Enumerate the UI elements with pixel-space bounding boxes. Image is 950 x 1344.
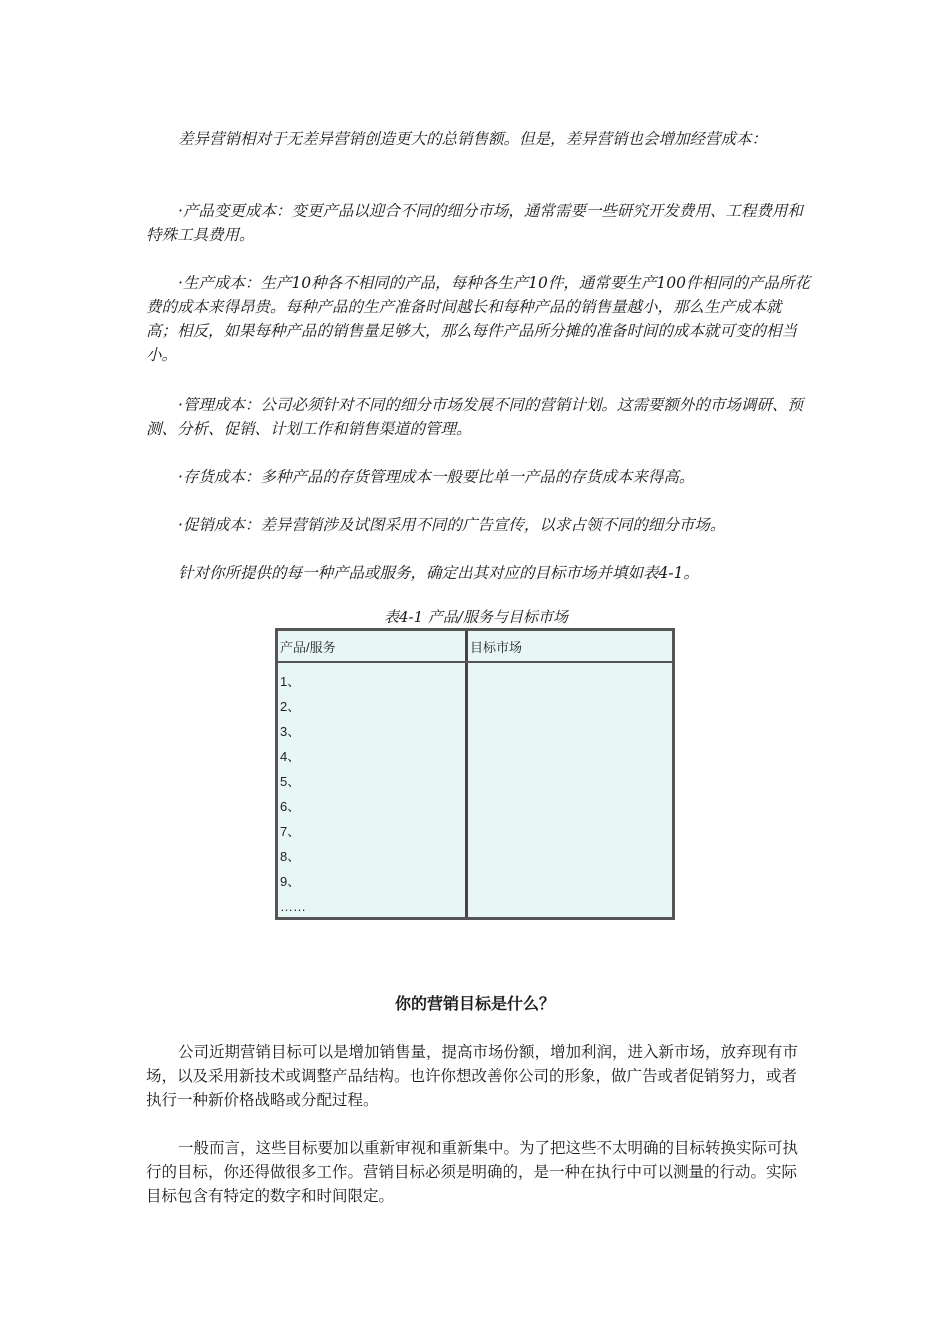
table-rows (280, 669, 306, 919)
instruction-paragraph: 针对你所提供的每一种产品或服务，确定出其对应的目标市场并填如表4-1。 (178, 564, 699, 582)
table-row: 1、 (280, 674, 301, 689)
table-header-divider (278, 661, 672, 663)
table-row: 9、 (280, 874, 301, 889)
table-row: …… (280, 899, 306, 914)
table-row: 5、 (280, 774, 301, 789)
promotion-cost-paragraph: ·促销成本：差异营销涉及试图采用不同的广告宣传，以求占领不同的细分市场。 (178, 516, 726, 534)
goal-refinement-paragraph: 一般而言，这些目标要加以重新审视和重新集中。为了把这些不太明确的目标转换实际可执行的目标，你还得做很多工作。营销目标必须是明确的，是一种在执行中可以测量的行动。实际目标包含有特定的数字和时间限定。 (146, 1139, 799, 1205)
table-row: 6、 (280, 799, 301, 814)
table-row: 4、 (280, 749, 301, 764)
intro-paragraph: 差异营销相对于无差异营销创造更大的总销售额。但是，差异营销也会增加经营成本： (178, 130, 768, 148)
product-change-cost-paragraph: ·产品变更成本：变更产品以迎合不同的细分市场，通常需要一些研究开发费用、工程费用和特殊工具费用。 (146, 202, 803, 244)
table-header-target-market: 目标市场 (470, 640, 523, 655)
management-cost-paragraph: ·管理成本：公司必须针对不同的细分市场发展不同的营销计划。这需要额外的市场调研、预测、分析、促销、计划工作和销售渠道的管理。 (146, 396, 803, 438)
table-row: 3、 (280, 724, 301, 739)
production-cost-paragraph: ·生产成本：生产10种各不相同的产品，每种各生产10件，通常要生产100件相同的产品所花费的成本来得昂贵。每种产品的生产准备时间越长和每种产品的销售量越小，那么生产成本就高；相反，如果每种产品的销售量足够大，那么每件产品所分摊的准备时间的成本就可变的相当小。 (146, 274, 810, 364)
marketing-goals-paragraph: 公司近期营销目标可以是增加销售量，提高市场份额，增加利润，进入新市场，放弃现有市场，以及采用新技术或调整产品结构。也许你想改善你公司的形象，做广告或者促销努力，或者执行一种新价格战略或分配过程。 (146, 1043, 799, 1109)
table-row: 2、 (280, 699, 301, 714)
table-row: 8、 (280, 849, 301, 864)
table-header-product: 产品/服务 (280, 640, 336, 655)
product-target-table (275, 628, 675, 920)
table-caption: 表4-1 产品/服务与目标市场 (384, 608, 568, 626)
table-row: 7、 (280, 824, 301, 839)
section-heading: 你的营销目标是什么？ (394, 994, 555, 1013)
table-column-product (278, 631, 468, 917)
inventory-cost-paragraph: ·存货成本：多种产品的存货管理成本一般要比单一产品的存货成本来得高。 (178, 468, 695, 486)
